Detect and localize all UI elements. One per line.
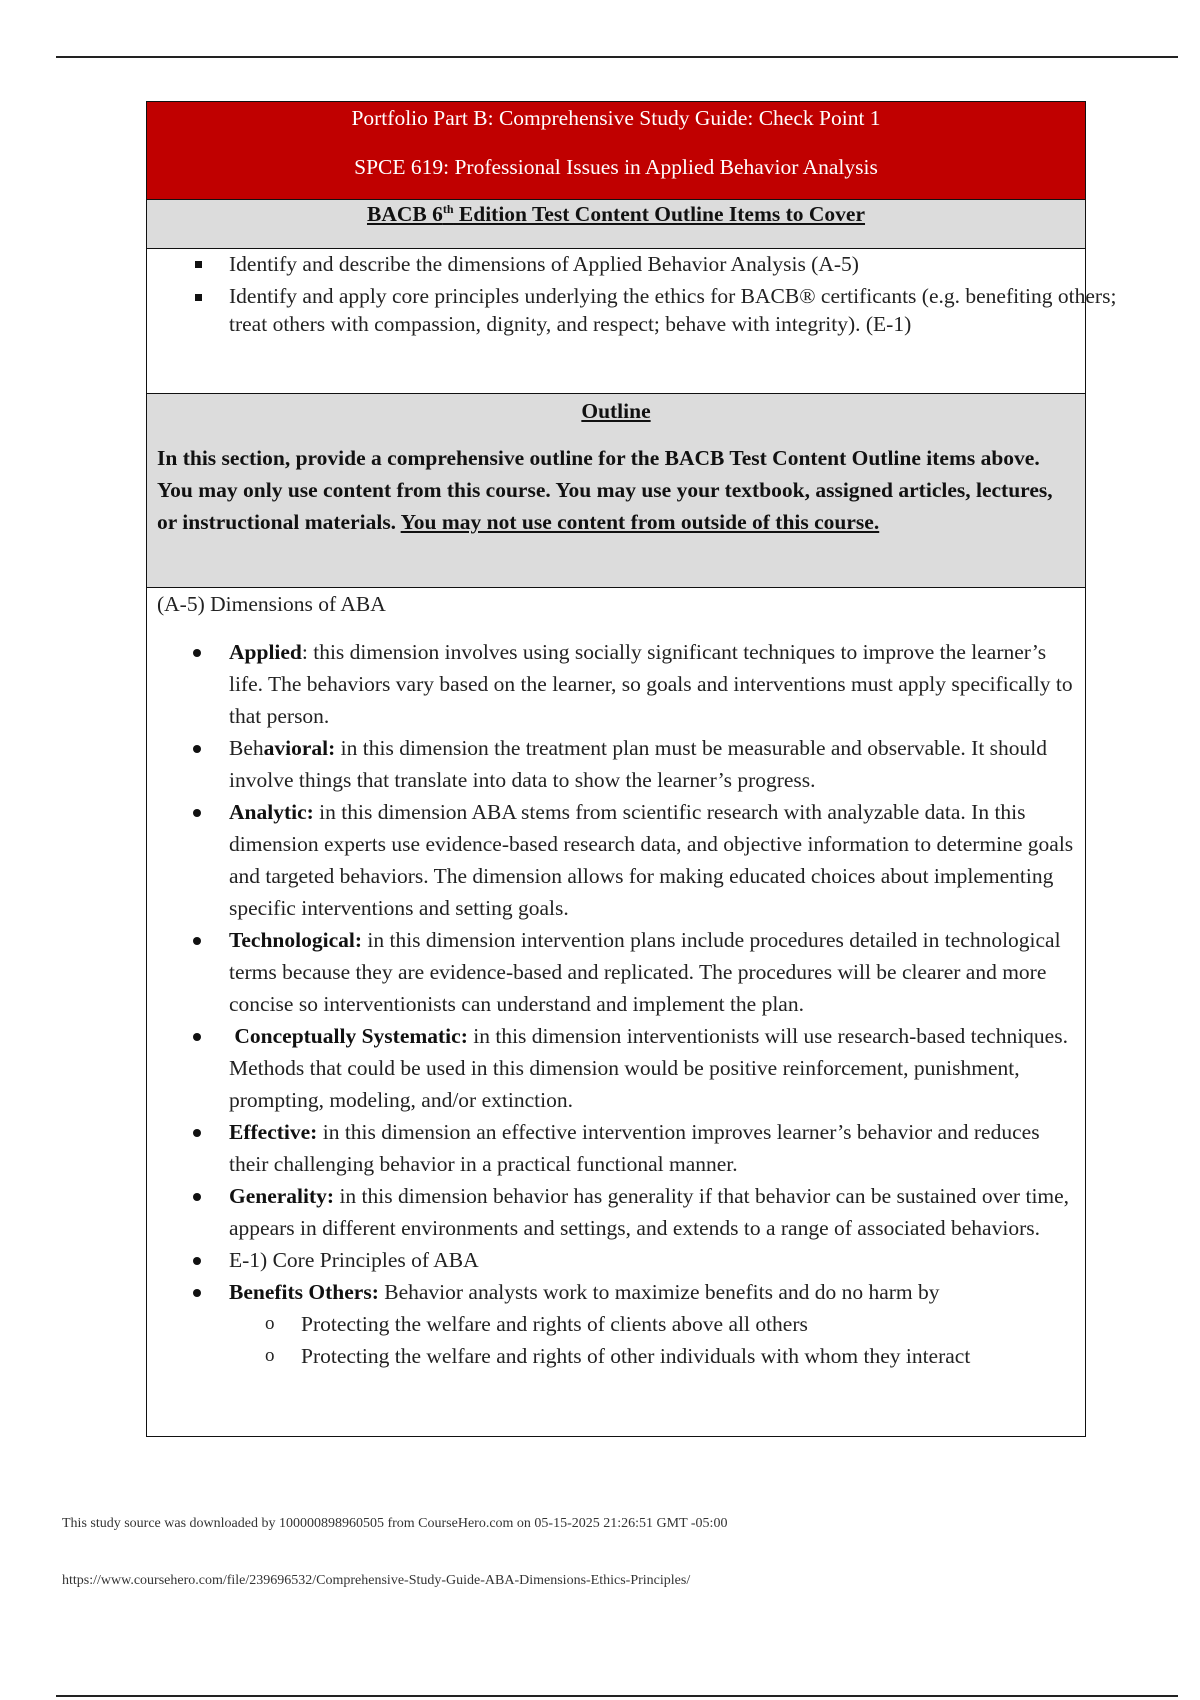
term-description: in this dimension an effective intervention improves learner’s behavior and reduces their challenging behavior in a practical functional manner. [229,1120,1040,1176]
term: Conceptually Systematic: [234,1024,468,1048]
bullet-icon [193,1257,201,1265]
list-item [147,249,1147,278]
list-item [157,924,1075,1020]
course-title: SPCE 619: Professional Issues in Applied Behavior Analysis [354,155,878,179]
term-prefix: Beh [229,736,264,760]
sub-list-item [229,1308,1075,1340]
square-bullet-icon [195,261,202,268]
term: Benefits Others: [229,1280,379,1304]
bullet-icon [193,1289,201,1297]
bullet-icon [193,1193,201,1201]
bullet-icon [193,809,201,817]
sub-item-text: Protecting the welfare and rights of clients above all others [301,1312,808,1336]
list-item [147,282,1147,338]
subsection-heading: E-1) Core Principles of ABA [229,1248,479,1272]
bacb-heading-suffix: Edition Test Content Outline Items to Cover [453,202,866,226]
sub-item-text: Protecting the welfare and rights of other individuals with whom they interact [301,1344,971,1368]
bacb-heading-sup: th [442,201,454,216]
term-description: in this dimension behavior has generality if that behavior can be sustained over time, appears in different environments and settings, and extends to a range of associated behaviors. [229,1184,1070,1240]
term: Analytic: [229,800,314,824]
items-list [147,249,1147,338]
bullet-icon [193,1129,201,1137]
term-description: Behavior analysts work to maximize benefits and do no harm by [378,1280,940,1304]
outline-instructions-main: In this section, provide a comprehensive outline for the BACB Test Content Outline items above. You may only use content from this course. You may use your textbook, assigned articles, lectures, or instructional materials. [157,446,1053,534]
list-item [157,796,1075,924]
item-text: Identify and apply core principles underlying the ethics for BACB® certificants (e.g. benefiting others; treat others with compassion, dignity, and respect; behave with integrity). (E-1) [229,284,1117,336]
term-description: in this dimension ABA stems from scientific research with analyzable data. In this dimension experts use evidence-based research data, and objective information to determine goals and targeted behaviors. The dimension allows for making educated choices about implementing specific interventions and setting goals. [229,800,1074,920]
list-item [157,732,1075,796]
outline-instructions [157,442,1075,538]
dimensions-list [157,636,1075,1372]
bacb-heading-prefix: BACB 6 [366,202,443,226]
list-item [157,1244,1075,1276]
source-url: https://www.coursehero.com/file/239696532/Comprehensive-Study-Guide-ABA-Dimensions-Ethics-Principles/ [62,1573,691,1588]
outline-section [147,394,1085,588]
bacb-heading [367,200,865,228]
top-rule [56,56,1178,58]
term-description: in this dimension interventionists will use research-based techniques. Methods that could be used in this dimension would be positive reinforcement, punishment, prompting, modeling, and/or extinction. [229,1024,1068,1112]
circle-bullet-icon: o [265,1345,275,1366]
bullet-icon [193,649,201,657]
term: Technological: [229,928,362,952]
list-item [157,1020,1075,1116]
square-bullet-icon [195,294,202,301]
circle-bullet-icon: o [265,1313,275,1334]
bullet-icon [193,1033,201,1041]
term: Applied [229,640,302,664]
term-description: in this dimension intervention plans include procedures detailed in technological terms because they are evidence-based and replicated. The procedures will be clearer and more concise so interventionists can understand and implement the plan. [229,928,1061,1016]
study-guide-table [146,101,1117,1437]
bottom-rule [56,1695,1178,1697]
term-description: : this dimension involves using socially significant techniques to improve the learner’s life. The behaviors vary based on the learner, so goals and interventions must apply specifically to that person. [229,640,1073,728]
bacb-heading-row [147,200,1085,249]
title-header [147,102,1085,200]
sub-list [229,1308,1075,1372]
term: Effective: [229,1120,318,1144]
list-item [157,1276,1075,1372]
term: Generality: [229,1184,335,1208]
sub-list-item [229,1340,1075,1372]
list-item [157,636,1075,732]
outline-title: Outline [581,399,651,423]
download-notice: This study source was downloaded by 100000898960505 from CourseHero.com on 05-15-2025 21:26:51 GMT -05:00 [62,1516,728,1531]
bullet-icon [193,745,201,753]
outline-instructions-underlined: You may not use content from outside of this course. [400,510,880,534]
section-title: (A-5) Dimensions of ABA [157,592,386,616]
bullet-icon [193,937,201,945]
content-items [147,249,1117,394]
item-text: Identify and describe the dimensions of Applied Behavior Analysis (A-5) [229,252,859,276]
outline-content [147,588,1085,1436]
list-item [157,1180,1075,1244]
term-description: in this dimension the treatment plan must be measurable and observable. It should involve things that translate into data to show the learner’s progress. [229,736,1048,792]
document-title: Portfolio Part B: Comprehensive Study Guide: Check Point 1 [351,106,881,130]
term: avioral: [263,736,336,760]
list-item [157,1116,1075,1180]
